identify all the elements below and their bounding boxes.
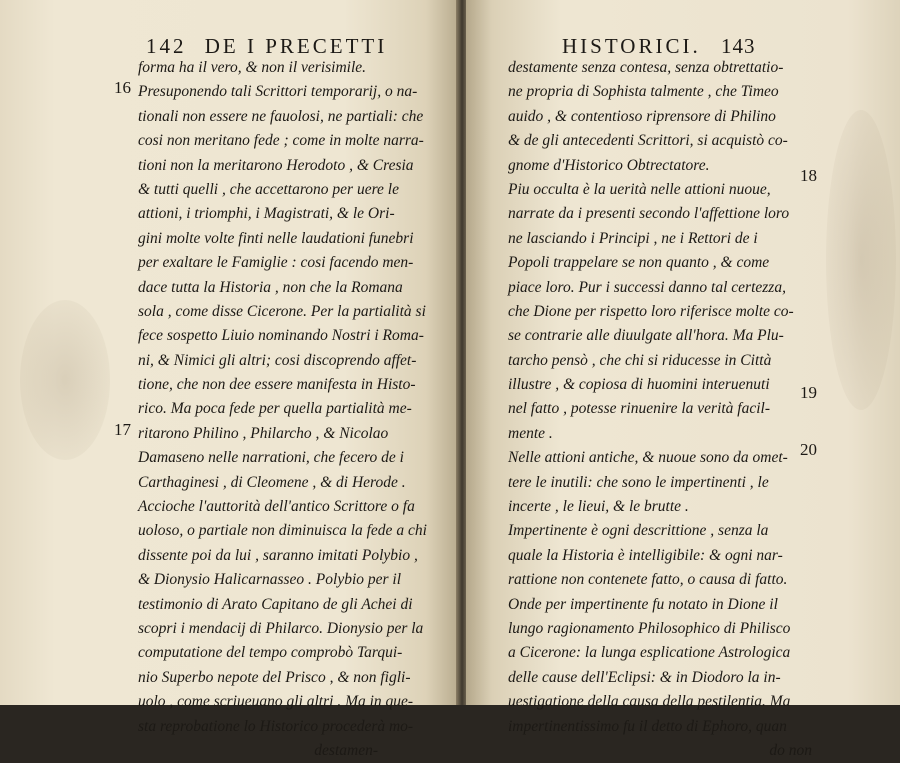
- text-line: tarcho pensò , che chi si riducesse in Città: [508, 351, 772, 369]
- text-line: & tutti quelli , che accettarono per uere le: [138, 180, 399, 198]
- text-line: ni, & Nimici gli altri; cosi discoprendo affet-: [138, 351, 417, 369]
- text-line: per exaltare le Famiglie : cosi facendo men-: [138, 254, 414, 272]
- text-line: Presuponendo tali Scrittori temporarij, o na-: [138, 83, 418, 101]
- text-line: sta reprobatione lo Historico procederà mo-: [138, 717, 414, 735]
- text-line: cosi non meritano fede ; come in molte narra-: [138, 132, 424, 150]
- text-line: narrate da i presenti secondo l'affettione loro: [508, 205, 790, 223]
- text-line: a Cicerone: la lunga esplicatione Astrologica: [508, 644, 791, 662]
- text-line: destamente senza contesa, senza obtrettatio-: [508, 59, 784, 76]
- margin-number-17: 17: [114, 420, 131, 439]
- margin-number-16: 16: [114, 78, 131, 97]
- paper-stain: [20, 300, 110, 460]
- text-line: lungo ragionamento Philosophico di Philisco: [508, 619, 791, 637]
- left-text-block: [138, 56, 438, 763]
- text-line: se contrarie alle diuulgate all'hora. Ma Plu-: [508, 327, 784, 345]
- margin-number-18: 18: [800, 166, 817, 185]
- text-line: Onde per impertinente fu notato in Dione il: [508, 595, 778, 613]
- text-line: uestigatione della causa della pestilentia. Ma: [508, 693, 791, 711]
- text-line: piace loro. Pur i successi danno tal certezza,: [508, 278, 786, 296]
- text-line: nel fatto , potesse rinuenire la verità facil-: [508, 400, 771, 418]
- right-text-block: [508, 56, 826, 763]
- text-line: attioni, i triomphi, i Magistrati, & le Ori-: [138, 205, 395, 223]
- right-folio: 143: [720, 34, 756, 58]
- text-line: computatione del tempo comprobò Tarqui-: [138, 644, 403, 662]
- text-line: rattione non contenete fatto, o causa di fatto.: [508, 571, 788, 589]
- text-line: fece sospetto Liuio nominando Nostri i Roma-: [138, 327, 424, 345]
- text-line: tioni non la meritarono Herodoto , & Cresia: [138, 156, 414, 174]
- text-line: ne lasciando i Principi , ne i Rettori de i: [508, 229, 758, 247]
- margin-number-19: 19: [800, 383, 817, 402]
- text-line: dissente poi da lui , saranno imitati Polybio ,: [138, 546, 418, 564]
- right-head-title: HISTORICI.: [562, 34, 701, 58]
- text-line: testimonio di Arato Capitano de gli Achei di: [138, 595, 413, 613]
- text-line: incerte , le lieui, & le brutte .: [508, 498, 689, 516]
- text-line: nio Superbo nepote del Prisco , & non figli-: [138, 668, 411, 686]
- text-line: tionali non essere ne fauolosi, ne partiali: che: [138, 107, 424, 125]
- text-line: gini molte volte finti nelle laudationi funebri: [138, 229, 414, 247]
- text-line: Impertinente è ogni descrittione , senza la: [508, 522, 769, 540]
- right-page: [466, 0, 900, 759]
- text-line: mente .: [508, 424, 553, 442]
- text-line: scopri i mendacij di Philarco. Dionysio per la: [138, 619, 424, 637]
- text-line: quale la Historia è intelligibile: & ogni nar-: [508, 546, 783, 564]
- text-line: ne propria di Sophista talmente , che Timeo: [508, 83, 779, 101]
- text-line: Piu occulta è la uerità nelle attioni nuoue,: [508, 180, 771, 198]
- text-line: do non: [769, 741, 812, 759]
- text-line: & Dionysio Halicarnasseo . Polybio per il: [138, 571, 402, 589]
- text-line: Damaseno nelle narrationi, che fecero de i: [138, 449, 404, 467]
- paper-stain: [826, 110, 896, 410]
- text-line: destamen-: [314, 741, 378, 759]
- text-line: & de gli antecedenti Scrittori, si acquistò co-: [508, 132, 788, 150]
- text-line: Accioche l'auttorità dell'antico Scrittore o fa: [138, 498, 415, 516]
- left-folio: 142: [146, 34, 187, 58]
- text-line: impertinentissimo fu il detto di Ephoro, quan: [508, 717, 787, 735]
- text-line: delle cause dell'Eclipsi: & in Diodoro la in-: [508, 668, 781, 686]
- text-line: ritarono Philino , Philarcho , & Nicolao: [138, 424, 389, 442]
- text-line: tere le inutili: che sono le impertinenti , le: [508, 473, 769, 491]
- text-line: Carthaginesi , di Cleomene , & di Herode .: [138, 473, 406, 491]
- text-line: che Dione per rispetto loro riferisce molte co-: [508, 302, 794, 320]
- text-line: uoloso, o partiale non diminuisca la fede a chi: [138, 522, 427, 540]
- text-line: tione, che non dee essere manifesta in Histo-: [138, 376, 416, 394]
- text-line: auido , & contentioso riprensore di Philino: [508, 107, 776, 125]
- text-line: uolo , come scriueuano gli altri . Ma in que-: [138, 693, 414, 711]
- left-head-title: DE I PRECETTI: [204, 34, 388, 58]
- margin-number-20: 20: [800, 440, 817, 459]
- text-line: dace tutta la Historia , non che la Romana: [138, 278, 403, 296]
- text-line: Popoli trappelare se non quanto , & come: [508, 254, 770, 272]
- text-line: gnome d'Historico Obtrectatore.: [508, 156, 710, 174]
- text-line: sola , come disse Cicerone. Per la partialità si: [138, 302, 426, 320]
- text-line: illustre , & copiosa di huomini interuenuti: [508, 376, 770, 394]
- text-line: Nelle attioni antiche, & nuoue sono da omet-: [508, 449, 788, 467]
- text-line: forma ha il vero, & non il verisimile.: [138, 59, 367, 76]
- text-line: rico. Ma poca fede per quella partialità me-: [138, 400, 412, 418]
